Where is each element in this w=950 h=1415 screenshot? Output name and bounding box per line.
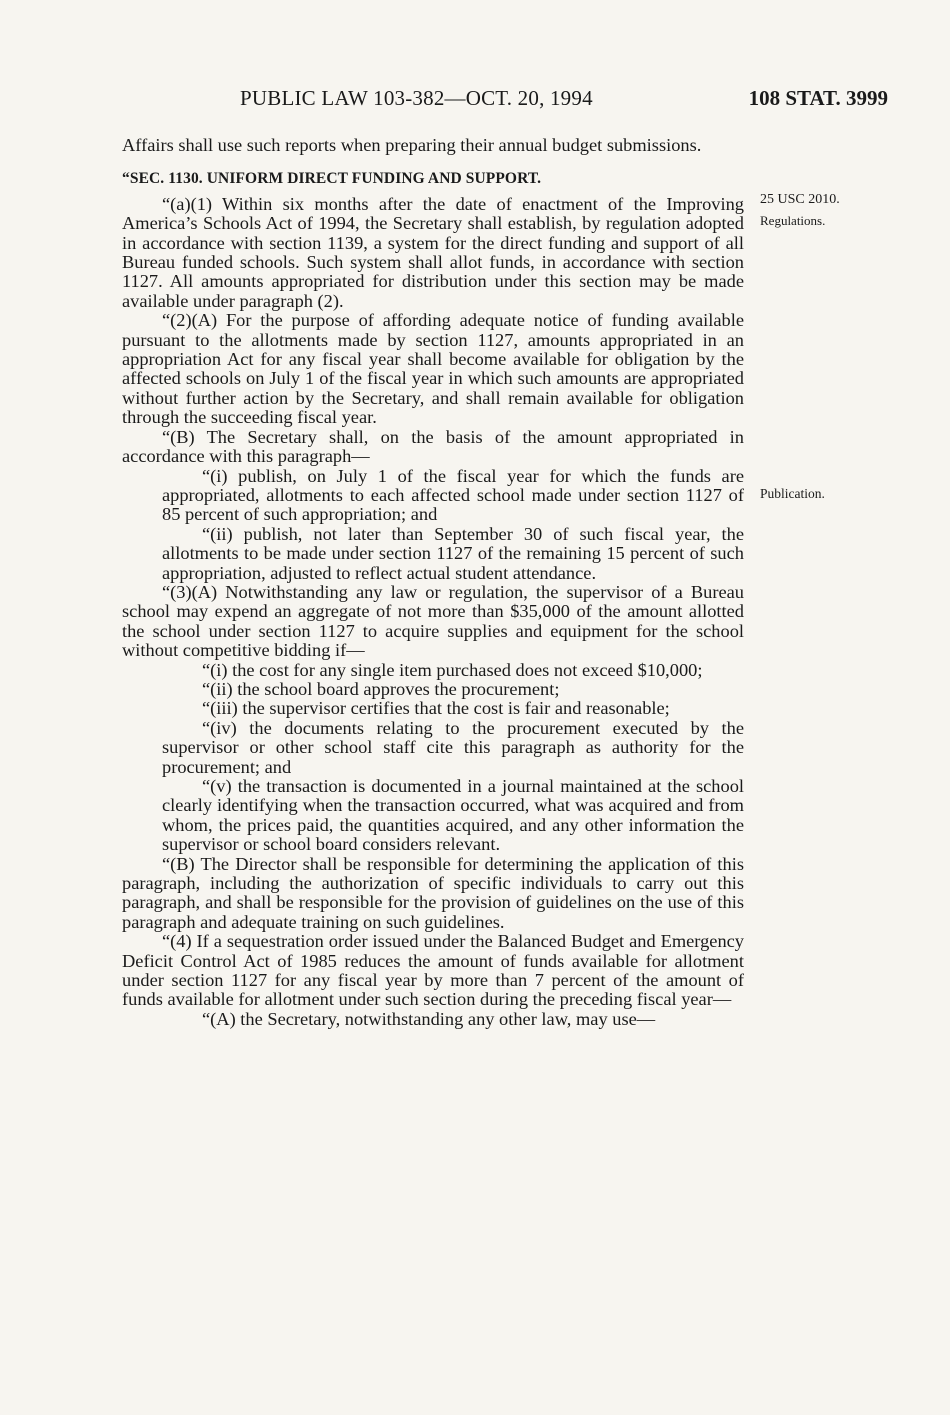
section-heading: “SEC. 1130. UNIFORM DIRECT FUNDING AND SUPPORT. [122, 170, 542, 188]
paragraph-2b-i: “(i) publish, on July 1 of the fiscal year for which the funds are appropriated, allotments to each affected school made under section 1127 of 85 percent of such appropriation; and [162, 465, 744, 525]
paragraph-3a-iii: “(iii) the supervisor certifies that the cost is fair and reasonable; [202, 698, 670, 719]
paragraph-3a-i: “(i) the cost for any single item purchased does not exceed $10,000; [202, 659, 703, 680]
paragraph-continuation: Affairs shall use such reports when preparing their annual budget submissions. [122, 135, 702, 155]
paragraph-4a: “(A) the Secretary, notwithstanding any other law, may use— [202, 1008, 656, 1029]
paragraph-2b: “(B) The Secretary shall, on the basis of the amount appropriated in accordance with this paragraph— [122, 426, 744, 467]
statute-page-reference: 108 STAT. 3999 [748, 86, 888, 110]
paragraph-3a-ii: “(ii) the school board approves the procurement; [202, 678, 560, 699]
paragraph-4: “(4) If a sequestration order issued under the Balanced Budget and Emergency Deficit Control Act of 1985 reduces the amount of funds available for allotment under section 1127 for any fiscal year by more than 7 percent of the amount of funds available for allotment under such section during the preceding fiscal year— [122, 931, 744, 1010]
paragraph-3a-iv: “(iv) the documents relating to the procurement executed by the supervisor or other school staff cite this paragraph as authority for the procurement; and [162, 717, 744, 777]
paragraph-3a: “(3)(A) Notwithstanding any law or regulation, the supervisor of a Bureau school may expend an aggregate of not more than $35,000 of the amount allotted the school under section 1127 to acquire supplies and equipment for the school without competitive bidding if— [122, 581, 744, 661]
body-text [122, 136, 744, 1029]
margin-note-regulations: Regulations. [760, 213, 826, 228]
paragraph-3b: “(B) The Director shall be responsible for determining the application of this paragraph, including the authorization of specific individuals to carry out this paragraph, and shall be responsible for the provision of guidelines on the use of this paragraph and adequate training on such guidelines. [122, 853, 744, 932]
running-head: PUBLIC LAW 103-382—OCT. 20, 1994 [240, 86, 593, 110]
margin-note-publication: Publication. [760, 486, 825, 501]
paragraph-a1: “(a)(1) Within six months after the date of enactment of the Improving America’s Schools Act of 1994, the Secretary shall establish, by regulation adopted in accordance with section 1139, a system for the direct funding and support of all Bureau funded schools. Such system shall allot funds, in accordance with section 1127. All amounts appropriated for distribution under this section may be made available under paragraph (2). [122, 193, 744, 311]
paragraph-2b-ii: “(ii) publish, not later than September 30 of such fiscal year, the allotments to be made under section 1127 of the remaining 15 percent of such appropriation, adjusted to reflect actual student attendance. [162, 523, 744, 583]
paragraph-3a-v: “(v) the transaction is documented in a journal maintained at the school clearly identifying when the transaction occurred, what was acquired and from whom, the prices paid, the quantities acquired, and any other information the supervisor or school board considers relevant. [162, 776, 744, 855]
paragraph-2a: “(2)(A) For the purpose of affording adequate notice of funding available pursuant to the allotments made by section 1127, amounts appropriated in an appropriation Act for any fiscal year shall become available for obligation by the affected schools on July 1 of the fiscal year in which such amounts are appropriated without further action by the Secretary, and shall remain available for obligation through the succeeding fiscal year. [122, 310, 744, 428]
margin-note-usc: 25 USC 2010. [760, 192, 840, 207]
page-header [122, 86, 890, 116]
